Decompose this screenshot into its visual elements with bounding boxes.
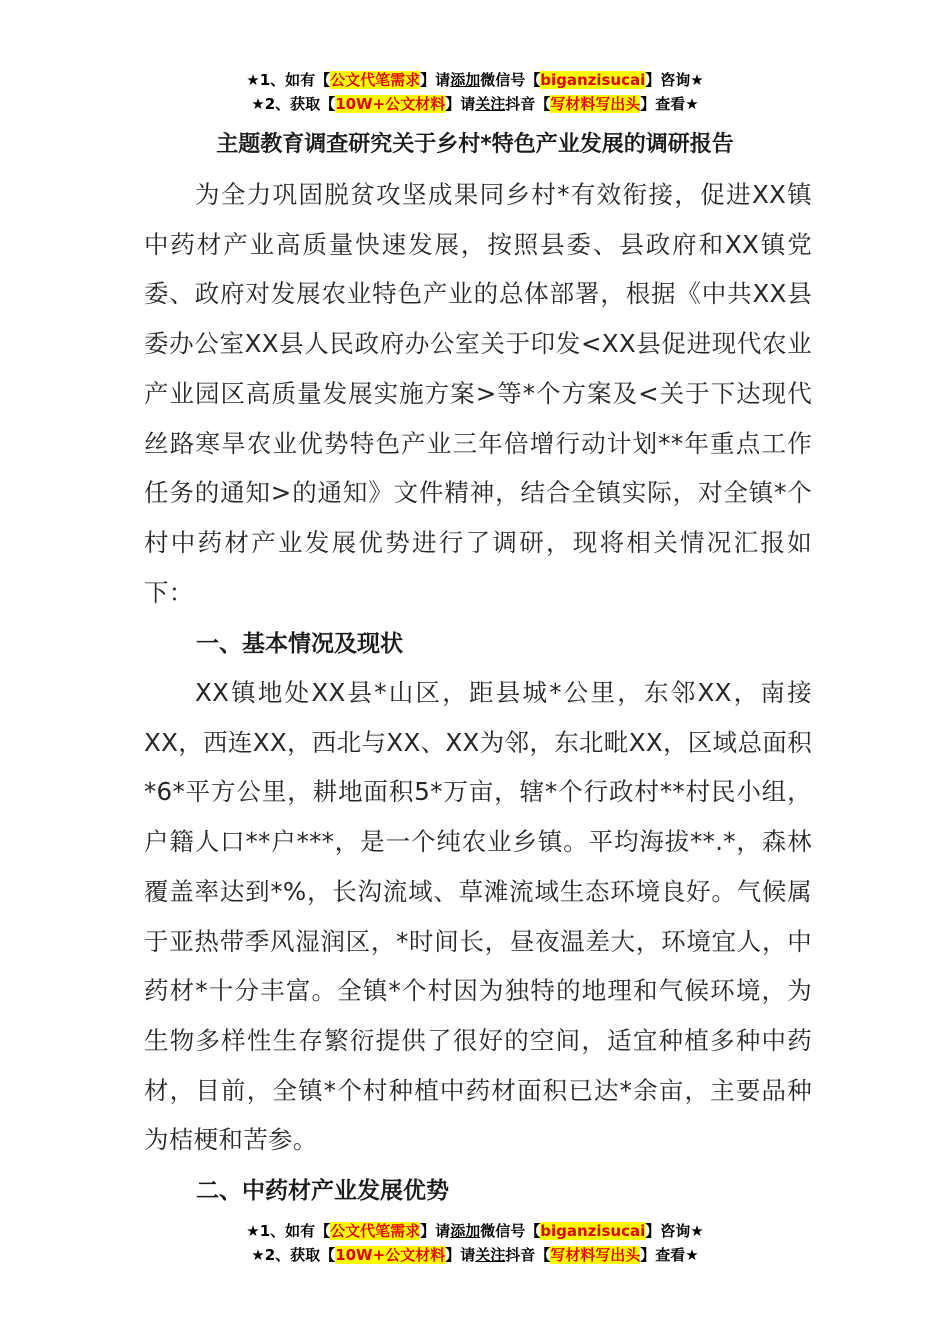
promo-text: 】请	[420, 71, 451, 89]
section-heading-2: 二、中药材产业发展优势	[196, 1178, 449, 1204]
promo-banner-top	[0, 68, 950, 116]
promo-douyin-id: 写材料写出头	[550, 1246, 641, 1264]
intro-paragraph: 为全力巩固脱贫攻坚成果同乡村*有效衔接，促进XX镇中药材产业高质量快速发展，按照县委、县政府和XX镇党委、政府对发展农业特色产业的总体部署，根据《中共XX县委办公室XX县人民政府办公室关于印发<XX县促进现代农业产业园区高质量发展实施方案>等*个方案及<关于下达现代丝路寒旱农业优势特色产业三年倍增行动计划**年重点工作任务的通知>的通知》文件精神，结合全镇实际，对全镇*个村中药材产业发展优势进行了调研，现将相关情况汇报如下：	[144, 180, 812, 607]
section-1-body	[144, 668, 812, 1165]
promo-text: 】查看★	[640, 95, 699, 113]
promo-line-1	[0, 68, 950, 92]
promo-text: 】请	[420, 1222, 451, 1240]
promo-highlight: 10W+公文材料	[335, 95, 446, 113]
section-heading-1: 一、基本情况及现状	[196, 631, 403, 657]
promo-wechat-id: biganzisucai	[540, 1222, 646, 1240]
promo-underlined: 关注	[475, 95, 506, 113]
promo-text: 微信号【	[480, 71, 541, 89]
promo-text: ★2、获取【	[251, 95, 336, 113]
promo-text: 】查看★	[640, 1246, 699, 1264]
promo-underlined: 添加	[450, 71, 481, 89]
promo-text: 】请	[445, 1246, 476, 1264]
promo-text: ★1、如有【	[246, 71, 331, 89]
section-1-paragraph: XX镇地处XX县*山区，距县城*公里，东邻XX，南接XX，西连XX，西北与XX、XX为邻，东北毗XX，区域总面积*6*平方公里，耕地面积5*万亩，辖*个行政村**村民小组，户籍人口**户***，是一个纯农业乡镇。平均海拔**.*，森林覆盖率达到*%，长沟流域、草滩流域生态环境良好。气候属于亚热带季风湿润区，*时间长，昼夜温差大，环境宜人，中药材*十分丰富。全镇*个村因为独特的地理和气候环境，为生物多样性生存繁衍提供了很好的空间，适宜种植多种中药材，目前，全镇*个村种植中药材面积已达*余亩，主要品种为桔梗和苦参。	[144, 678, 812, 1155]
promo-text: 微信号【	[480, 1222, 541, 1240]
promo-line-2	[0, 1243, 950, 1267]
promo-banner-bottom	[0, 1219, 950, 1267]
promo-text: ★1、如有【	[246, 1222, 331, 1240]
promo-highlight: 公文代笔需求	[330, 1222, 421, 1240]
promo-line-2	[0, 92, 950, 116]
promo-text: ★2、获取【	[251, 1246, 336, 1264]
promo-line-1	[0, 1219, 950, 1243]
promo-text: 】请	[445, 95, 476, 113]
promo-douyin-id: 写材料写出头	[550, 95, 641, 113]
promo-text: 】咨询★	[645, 1222, 704, 1240]
promo-wechat-id: biganzisucai	[540, 71, 646, 89]
promo-underlined: 添加	[450, 1222, 481, 1240]
document-title: 主题教育调查研究关于乡村*特色产业发展的调研报告	[216, 132, 734, 157]
intro-section	[144, 170, 812, 617]
promo-highlight: 公文代笔需求	[330, 71, 421, 89]
promo-underlined: 关注	[475, 1246, 506, 1264]
promo-highlight: 10W+公文材料	[335, 1246, 446, 1264]
promo-text: 抖音【	[505, 1246, 551, 1264]
promo-text: 】咨询★	[645, 71, 704, 89]
promo-text: 抖音【	[505, 95, 551, 113]
